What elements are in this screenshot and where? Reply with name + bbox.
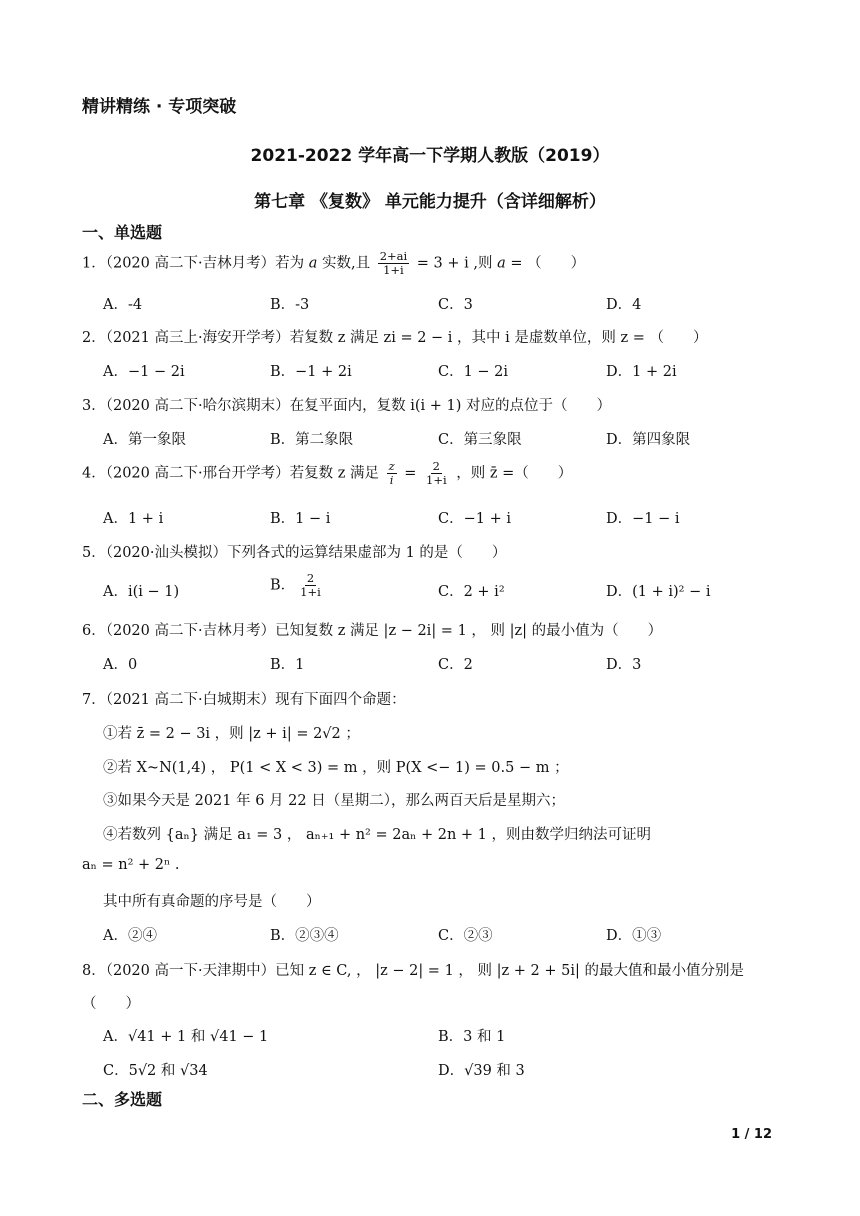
fraction: $\frac{2}{1+i}$ (426, 459, 447, 487)
question-6-option-c[interactable]: C．2 (438, 657, 473, 673)
question-7-proposition-1: ①若 z̄ = 2 − 3i ，则 |z + i| = 2√2 ； (103, 726, 360, 742)
question-1-stem: 1．（2020 高二下·吉林月考）若为 a 实数,且 $\frac{2+ai}{1+i}$ = 3 + i ,则 a = （ ） (82, 249, 586, 277)
question-7-option-b[interactable]: B．②③④ (270, 928, 339, 944)
question-7-proposition-2: ②若 X~N(1,4) ， P(1 < X < 3) = m ，则 P(X <− 1) = 0.5 − m ； (103, 760, 569, 776)
question-4-option-a[interactable]: A．1 + i (103, 511, 164, 527)
question-7-option-a[interactable]: A．②④ (103, 928, 157, 944)
document-title-line2: 第七章 《复数》 单元能力提升（含详细解析） (254, 192, 606, 212)
question-5-option-c[interactable]: C．2 + i² (438, 584, 505, 600)
question-1-option-c[interactable]: C．3 (438, 297, 473, 313)
question-3-option-d[interactable]: D．第四象限 (606, 432, 691, 448)
question-6-option-b[interactable]: B．1 (270, 657, 305, 673)
question-4-stem: 4．（2020 高二下·邢台开学考）若复数 z 满足 $\frac{z}{i}$ = $\frac{2}{1+i}$ ，则 z̄ =（ ） (82, 459, 573, 487)
question-6-option-a[interactable]: A．0 (103, 657, 138, 673)
question-5-option-a[interactable]: A．i(i − 1) (103, 584, 180, 600)
fraction: $\frac{2}{1+i}$ (300, 571, 321, 599)
question-2-option-a[interactable]: A．−1 − 2i (103, 364, 185, 380)
document-title-line1: 2021-2022 学年高一下学期人教版（2019） (250, 146, 610, 166)
section-heading-multiple-choice: 二、多选题 (82, 1090, 163, 1109)
question-8-option-b[interactable]: B．3 和 1 (438, 1029, 506, 1045)
question-2-option-c[interactable]: C．1 − 2i (438, 364, 509, 380)
fraction: $\frac{z}{i}$ (388, 459, 395, 487)
section-heading-single-choice: 一、单选题 (82, 223, 163, 242)
question-2-stem: 2．（2021 高三上·海安开学考）若复数 z 满足 zi = 2 − i ，其中 i 是虚数单位，则 z = （ ） (82, 330, 708, 346)
question-3-option-b[interactable]: B．第二象限 (270, 432, 354, 448)
question-4-option-b[interactable]: B．1 − i (270, 511, 331, 527)
question-7-proposition-4: ④若数列 {aₙ} 满足 a₁ = 3 ， aₙ₊₁ + n² = 2aₙ + 2n + 1 ，则由数学归纳法可证明 (103, 827, 652, 843)
page-number: 1 / 12 (731, 1127, 772, 1142)
question-8-option-a[interactable]: A．√41 + 1 和 √41 − 1 (103, 1029, 269, 1045)
question-2-option-d[interactable]: D．1 + 2i (606, 364, 677, 380)
question-7-proposition-4-cont: aₙ = n² + 2ⁿ . (82, 857, 180, 873)
question-4-option-c[interactable]: C．−1 + i (438, 511, 511, 527)
brand-title: 精讲精练 · 专项突破 (82, 97, 237, 117)
question-1-option-d[interactable]: D．4 (606, 297, 642, 313)
fraction: $\frac{2+ai}{1+i}$ (379, 249, 408, 277)
question-8-option-d[interactable]: D．√39 和 3 (438, 1063, 525, 1079)
question-6-option-d[interactable]: D．3 (606, 657, 642, 673)
question-6-stem: 6．（2020 高二下·吉林月考）已知复数 z 满足 |z − 2i| = 1 ， 则 |z| 的最小值为（ ） (82, 623, 663, 639)
question-7-option-c[interactable]: C．②③ (438, 928, 493, 944)
question-1-option-b[interactable]: B．-3 (270, 297, 310, 313)
question-8-stem-cont: （ ） (82, 996, 140, 1012)
question-7-proposition-3: ③如果今天是 2021 年 6 月 22 日（星期二），那么两百天后是星期六； (103, 793, 565, 809)
question-8-option-c[interactable]: C．5√2 和 √34 (103, 1063, 208, 1079)
question-2-option-b[interactable]: B．−1 + 2i (270, 364, 352, 380)
question-3-option-a[interactable]: A．第一象限 (103, 432, 186, 448)
question-5-option-b[interactable]: B． $\frac{2}{1+i}$ (270, 571, 321, 599)
question-4-option-d[interactable]: D．−1 − i (606, 511, 680, 527)
question-5-stem: 5．（2020·汕头模拟）下列各式的运算结果虚部为 1 的是（ ） (82, 545, 507, 561)
question-5-option-d[interactable]: D．(1 + i)² − i (606, 584, 711, 600)
question-3-option-c[interactable]: C．第三象限 (438, 432, 522, 448)
question-1-option-a[interactable]: A．-4 (103, 297, 143, 313)
question-8-stem: 8．（2020 高一下·天津期中）已知 z ∈ C, ， |z − 2| = 1 ， 则 |z + 2 + 5i| 的最大值和最小值分别是 (82, 963, 744, 979)
question-7-ask: 其中所有真命题的序号是（ ） (103, 894, 321, 910)
question-7-stem: 7．（2021 高二下·白城期末）现有下面四个命题： (82, 692, 406, 708)
question-3-stem: 3．（2020 高二下·哈尔滨期末）在复平面内，复数 i(i + 1) 对应的点位于（ ） (82, 398, 611, 414)
question-7-option-d[interactable]: D．①③ (606, 928, 662, 944)
